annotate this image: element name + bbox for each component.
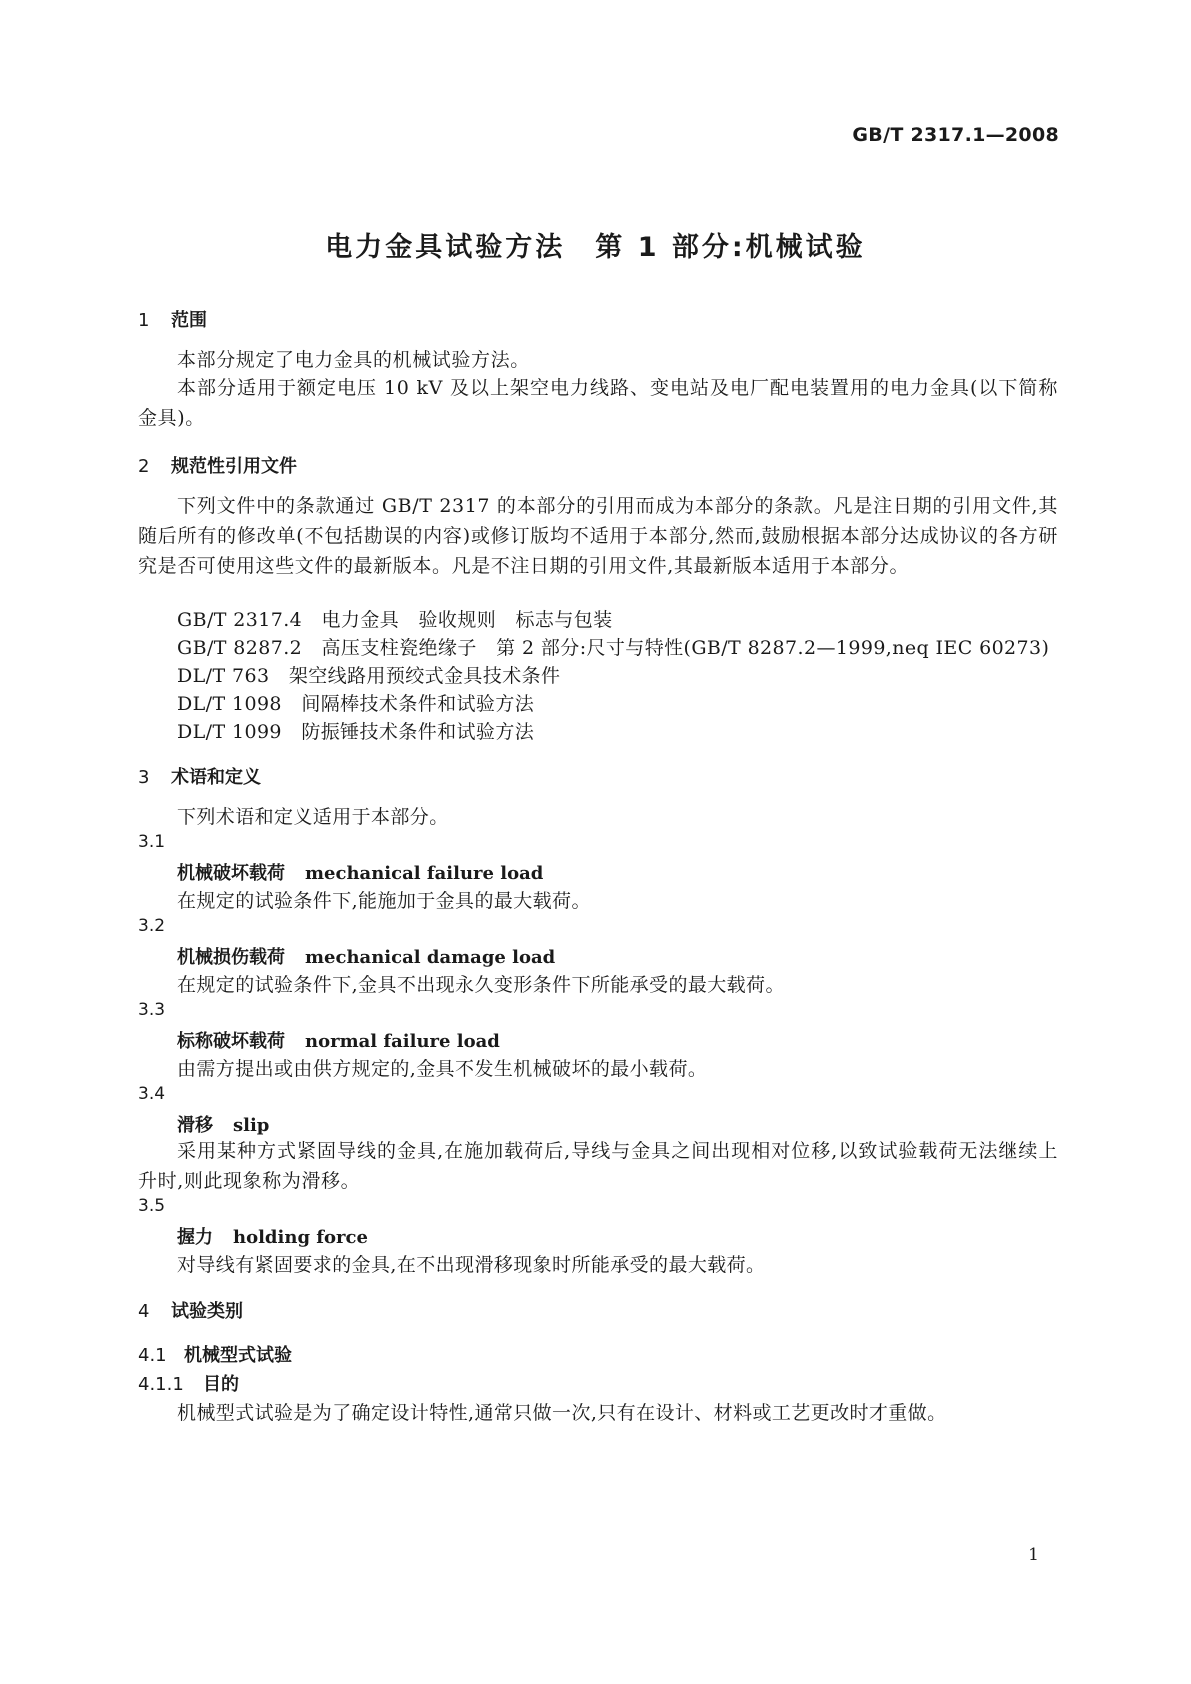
section-3-heading	[138, 763, 261, 789]
paragraph: 下列文件中的条款通过 GB/T 2317 的本部分的引用而成为本部分的条款。凡是注日期的引用文件,其随后所有的修改单(不包括勘误的内容)或修订版均不适用于本部分,然而,鼓励根据本部分达成协议的各方研究是否可使用这些文件的最新版本。凡是不注日期的引用文件,其最新版本适用于本部分。	[138, 495, 1058, 577]
section-number: 4.1	[138, 1345, 167, 1366]
term-heading	[177, 1111, 269, 1137]
section-number: 4	[138, 1301, 150, 1322]
section-title: 规范性引用文件	[171, 456, 297, 477]
section-title: 目的	[203, 1374, 239, 1395]
section-title: 试验类别	[171, 1301, 243, 1322]
reference-item: GB/T 2317.4 电力金具 验收规则 标志与包装	[177, 609, 613, 631]
paragraph: 本部分规定了电力金具的机械试验方法。	[177, 349, 530, 371]
page-number: 1	[1028, 1545, 1039, 1565]
term-heading	[177, 859, 543, 885]
term-zh: 标称破坏载荷	[177, 1031, 285, 1052]
term-number: 3.1	[138, 832, 166, 852]
section-title: 术语和定义	[171, 767, 261, 788]
term-en: mechanical damage load	[305, 947, 556, 968]
term-definition: 由需方提出或由供方规定的,金具不发生机械破坏的最小载荷。	[177, 1058, 708, 1080]
reference-item: DL/T 763 架空线路用预绞式金具技术条件	[177, 665, 561, 687]
document-title: 电力金具试验方法 第 1 部分:机械试验	[325, 232, 866, 263]
term-definition: 在规定的试验条件下,能施加于金具的最大载荷。	[177, 890, 591, 912]
subsection-4-1-1-heading	[138, 1370, 239, 1396]
section-1-heading	[138, 306, 207, 332]
paragraph: 机械型式试验是为了确定设计特性,通常只做一次,只有在设计、材料或工艺更改时才重做。	[177, 1402, 947, 1424]
section-title: 机械型式试验	[184, 1345, 292, 1366]
standard-number: GB/T 2317.1—2008	[852, 124, 1059, 146]
term-number: 3.2	[138, 916, 166, 936]
term-heading	[177, 1027, 500, 1053]
term-number: 3.5	[138, 1196, 166, 1216]
section-4-heading	[138, 1297, 243, 1323]
reference-item: GB/T 8287.2 高压支柱瓷绝缘子 第 2 部分:尺寸与特性(GB/T 8287.2—1999,neq IEC 60273)	[177, 637, 1050, 659]
term-en: mechanical failure load	[305, 863, 544, 884]
section-2-heading	[138, 452, 297, 478]
term-zh: 滑移	[177, 1115, 213, 1136]
term-heading	[177, 1223, 368, 1249]
term-zh: 机械损伤载荷	[177, 947, 285, 968]
section-number: 1	[138, 310, 150, 331]
section-title: 范围	[171, 310, 207, 331]
section-number: 2	[138, 456, 150, 477]
section-number: 3	[138, 767, 150, 788]
term-en: holding force	[233, 1227, 368, 1248]
subsection-4-1-heading	[138, 1341, 292, 1367]
term-zh: 机械破坏载荷	[177, 863, 285, 884]
reference-item: DL/T 1098 间隔棒技术条件和试验方法	[177, 693, 535, 715]
term-en: normal failure load	[305, 1031, 500, 1052]
term-definition: 对导线有紧固要求的金具,在不出现滑移现象时所能承受的最大载荷。	[177, 1254, 766, 1276]
paragraph: 下列术语和定义适用于本部分。	[177, 806, 449, 828]
paragraph: 本部分适用于额定电压 10 kV 及以上架空电力线路、变电站及电厂配电装置用的电力金具(以下简称金具)。	[138, 377, 1058, 429]
term-zh: 握力	[177, 1227, 213, 1248]
term-heading	[177, 943, 555, 969]
term-definition: 在规定的试验条件下,金具不出现永久变形条件下所能承受的最大载荷。	[177, 974, 785, 996]
term-definition: 采用某种方式紧固导线的金具,在施加载荷后,导线与金具之间出现相对位移,以致试验载荷无法继续上升时,则此现象称为滑移。	[138, 1140, 1058, 1192]
section-number: 4.1.1	[138, 1374, 184, 1395]
reference-item: DL/T 1099 防振锤技术条件和试验方法	[177, 721, 535, 743]
term-number: 3.4	[138, 1084, 166, 1104]
term-en: slip	[233, 1115, 270, 1136]
term-number: 3.3	[138, 1000, 166, 1020]
